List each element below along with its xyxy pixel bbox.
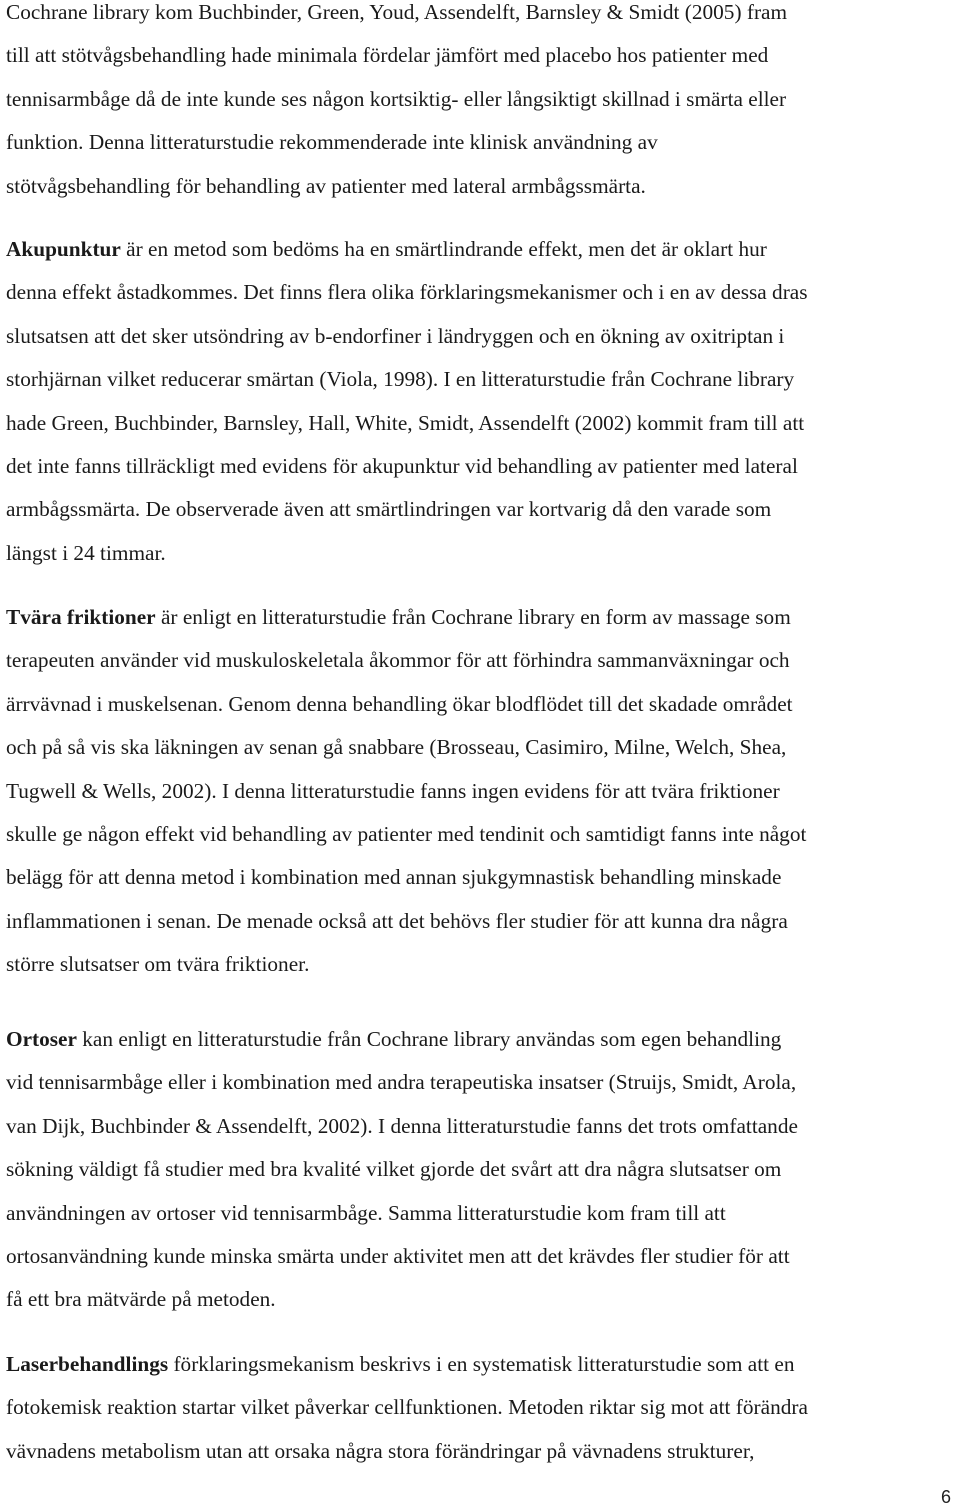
text-line-first (6, 596, 956, 639)
text-fragment: förklaringsmekanism beskrivs i en systematisk litteraturstudie som att en (168, 1352, 795, 1376)
term-heading: Akupunktur (6, 237, 121, 261)
text-line: sökning väldigt få studier med bra kvalité vilket gjorde det svårt att dra några slutsatser om (6, 1157, 782, 1182)
text-line: slutsatsen att det sker utsöndring av b-endorfiner i ländryggen och en ökning av oxitriptan i (6, 323, 785, 348)
text-line: och på så vis ska läkningen av senan gå snabbare (Brosseau, Casimiro, Milne, Welch, Shea, (6, 735, 787, 760)
term-heading: Tvära friktioner (6, 605, 156, 629)
text-line: terapeuten använder vid muskuloskeletala åkommor för att förhindra sammanväxningar och (6, 648, 790, 673)
text-line: användningen av ortoser vid tennisarmbåge. Samma litteraturstudie kom fram till att (6, 1200, 726, 1225)
text-line: till att stötvågsbehandling hade minimala fördelar jämfört med placebo hos patienter med (6, 43, 769, 68)
text-line: det inte fanns tillräckligt med evidens för akupunktur vid behandling av patienter med lateral (6, 454, 798, 479)
text-line: ortosanvändning kunde minska smärta under aktivitet men att det krävdes fler studier för att (6, 1244, 790, 1269)
text-line: skulle ge någon effekt vid behandling av patienter med tendinit och samtidigt fanns inte något (6, 822, 807, 847)
text-line: denna effekt åstadkommes. Det finns flera olika förklaringsmekanismer och i en av dessa dras (6, 280, 808, 305)
paragraph-tvara-friktioner (6, 596, 956, 987)
text-line: tennisarmbåge då de inte kunde ses någon kortsiktig- eller långsiktigt skillnad i smärta eller (6, 86, 787, 111)
term-heading: Ortoser (6, 1027, 77, 1051)
text-line-first (6, 1018, 956, 1061)
text-line-first (6, 1343, 956, 1386)
text-line: stötvågsbehandling för behandling av patienter med lateral armbågssmärta. (6, 173, 646, 198)
text-line: funktion. Denna litteraturstudie rekommenderade inte klinisk användning av (6, 130, 658, 155)
text-line: hade Green, Buchbinder, Barnsley, Hall, White, Smidt, Assendelft (2002) kommit fram till att (6, 410, 805, 435)
text-fragment: kan enligt en litteraturstudie från Cochrane library användas som egen behandling (76, 1027, 782, 1051)
text-line: storhjärnan vilket reducerar smärtan (Viola, 1998). I en litteraturstudie från Cochrane library (6, 367, 795, 392)
text-line: längst i 24 timmar. (6, 540, 166, 565)
text-line: fotokemisk reaktion startar vilket påverkar cellfunktionen. Metoden riktar sig mot att förändra (6, 1395, 808, 1420)
text-line: inflammationen i senan. De menade också att det behövs fler studier för att kunna dra några (6, 908, 788, 933)
term-heading: Laserbehandlings (6, 1352, 169, 1376)
text-fragment: är enligt en litteraturstudie från Cochrane library en form av massage som (155, 605, 791, 629)
text-line: större slutsatser om tvära friktioner. (6, 952, 310, 977)
paragraph-stotvagsbehandling (6, 0, 956, 208)
text-line: ärrvävnad i muskelsenan. Genom denna behandling ökar blodflödet till det skadade området (6, 691, 793, 716)
text-line: Cochrane library kom Buchbinder, Green, Youd, Assendelft, Barnsley & Smidt (2005) fram (6, 0, 788, 24)
text-line-first (6, 228, 956, 271)
page-number: 6 (940, 1487, 951, 1507)
text-line: Tugwell & Wells, 2002). I denna litteraturstudie fanns ingen evidens för att tvära friktioner (6, 778, 780, 803)
paragraph-akupunktur (6, 228, 956, 575)
text-line: få ett bra mätvärde på metoden. (6, 1287, 276, 1312)
text-line: armbågssmärta. De observerade även att smärtlindringen var kortvarig då den varade som (6, 497, 772, 522)
text-line: vid tennisarmbåge eller i kombination med andra terapeutiska insatser (Struijs, Smidt, Arola, (6, 1070, 797, 1095)
text-fragment: är en metod som bedöms ha en smärtlindrande effekt, men det är oklart hur (120, 237, 767, 261)
text-line: vävnadens metabolism utan att orsaka några stora förändringar på vävnadens strukturer, (6, 1438, 755, 1463)
text-line: van Dijk, Buchbinder & Assendelft, 2002). I denna litteraturstudie fanns det trots omfattande (6, 1113, 798, 1138)
paragraph-ortoser (6, 1018, 956, 1322)
paragraph-laserbehandling (6, 1343, 956, 1473)
text-line: belägg för att denna metod i kombination med annan sjukgymnastisk behandling minskade (6, 865, 782, 890)
